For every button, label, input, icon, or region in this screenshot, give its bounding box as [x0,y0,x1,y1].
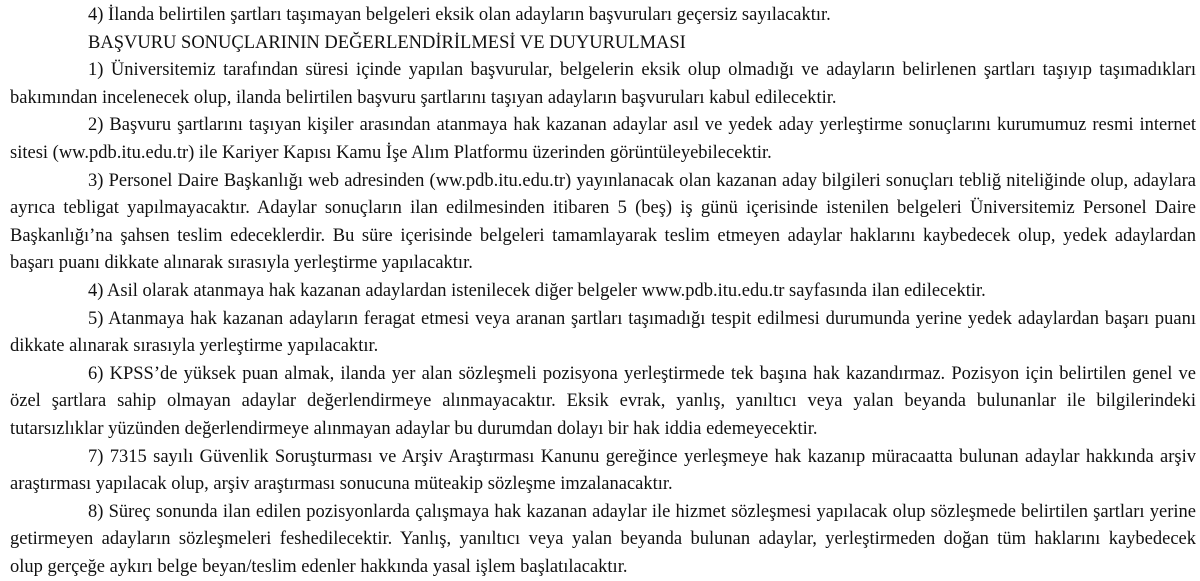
text-line: 2) Başvuru şartlarını taşıyan kişiler arasından atanmaya hak kazanan adaylar asıl ve yedek aday yerleştirme sonuçlarını kurumumuz resmi internet [88,115,1196,136]
paragraph [10,112,1196,167]
text-line: olup gerçeğe aykırı belge beyan/teslim edenler hakkında yasal işlem başlatılacaktır. [10,556,628,577]
paragraph [10,306,1196,361]
document-body [10,2,1196,581]
text-line: dikkate alınarak sırasıyla yerleştirme yapılacaktır. [10,336,379,357]
text-line: sitesi (ww.pdb.itu.edu.tr) ile Kariyer Kapısı Kamu İşe Alım Platformu üzerinden görüntüleyebilecektir. [10,142,772,163]
text-line: bakımından incelenecek olup, ilanda belirtilen başvuru şartlarını taşıyan adayların başvuruları kabul edilecektir. [10,87,837,108]
text-line: tutarsızlıklar yüzünden değerlendirmeye alınmayan adaylar bu durumdan dolayı bir hak iddia edemeyecektir. [10,418,818,439]
paragraph [10,168,1196,278]
text-line: 7) 7315 sayılı Güvenlik Soruşturması ve Arşiv Araştırması Kanunu gereğince yerleşmeye hak kazanıp müracaatta bulunan adaylar hakkında arşiv [88,446,1196,467]
paragraph [10,361,1196,444]
text-line: Başkanlığı’na şahsen teslim edeceklerdir. Bu süre içerisinde belgeleri tamamlayarak teslim etmeyen adaylar haklarını kaybedecek olup, yedek adaylardan [10,225,1196,246]
text-line: başarı puanı dikkate alınarak sırasıyla yerleştirme yapılacaktır. [10,253,473,274]
text-line: 5) Atanmaya hak kazanan adayların feragat etmesi veya aranan şartları taşımadığı tespit edilmesi durumunda yerine yedek adaylardan başarı puanı [88,308,1196,329]
text-line: araştırması yapılacak olup, arşiv araştırması sonucuna müteakip sözleşme imzalanacaktır. [10,474,673,495]
text-line: 3) Personel Daire Başkanlığı web adresinden (ww.pdb.itu.edu.tr) yayınlanacak olan kazanan aday bilgileri sonuçları tebliğ niteliğinde olup, adaylara [88,170,1196,191]
paragraph [10,499,1196,581]
text-line: ayrıca tebligat yapılmayacaktır. Adaylar sonuçların ilan edilmesinden itibaren 5 (beş) iş günü içerisinde istenilen belgeleri Üniversitemiz Personel Daire [10,198,1196,219]
paragraph [10,278,1196,306]
text-line: BAŞVURU SONUÇLARININ DEĞERLENDİRİLMESİ VE DUYURULMASI [88,32,686,53]
text-line: getirmeyen adayların sözleşmeleri feshedilecektir. Yanlış, yanıltıcı veya yalan beyanda bulunan adaylar, yerleştirmeden doğan tüm haklarını kaybedecek [10,529,1196,550]
paragraph [10,57,1196,112]
section-heading [10,30,1196,58]
text-line: 4) İlanda belirtilen şartları taşımayan belgeleri eksik olan adayların başvuruları geçersiz sayılacaktır. [88,5,831,25]
text-line: 1) Üniversitemiz tarafından süresi içinde yapılan başvurular, belgelerin eksik olup olmadığı ve adayların belirlenen şartları taşıyıp taşımadıkları [88,60,1196,81]
paragraph [10,2,1196,30]
text-line: özel şartlara sahip olmayan adaylar değerlendirmeye alınmayacaktır. Eksik evrak, yanlış, yanıltıcı veya yalan beyanda bulunanlar ile bilgilerindeki [10,391,1196,412]
paragraph [10,444,1196,499]
text-line: 6) KPSS’de yüksek puan almak, ilanda yer alan sözleşmeli pozisyona yerleştirmede tek başına hak kazandırmaz. Pozisyon için belirtilen genel ve [88,363,1196,384]
text-line: 4) Asil olarak atanmaya hak kazanan adaylardan istenilecek diğer belgeler www.pdb.itu.edu.tr sayfasında ilan edilecektir. [88,280,986,301]
text-line: 8) Süreç sonunda ilan edilen pozisyonlarda çalışmaya hak kazanan adaylar ile hizmet sözleşmesi yapılacak olup sözleşmede belirtilen şartları yerine [88,501,1196,522]
